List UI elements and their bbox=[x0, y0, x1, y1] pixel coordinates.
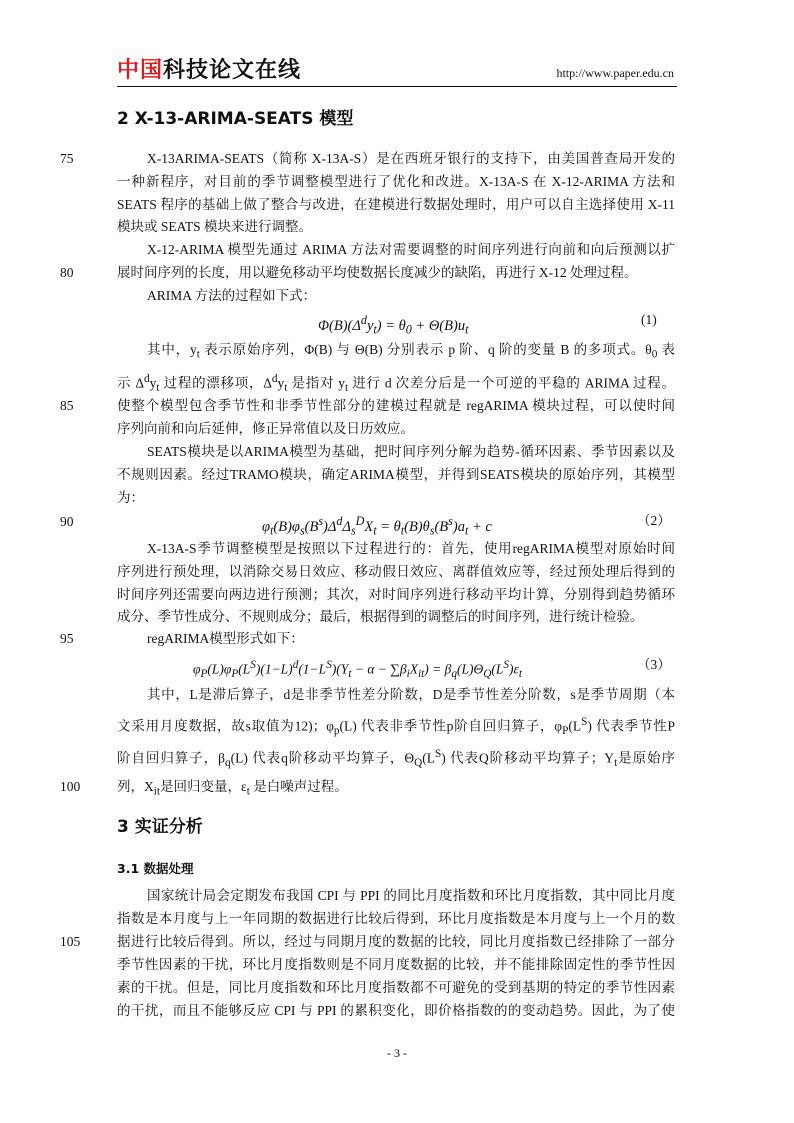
text-line: 其中，$y_t$ 表示原始序列，Φ(B) 与 Θ(B) 分别表示 p 阶、q 阶的变量 B 的多项式。$\theta_0$ 表 bbox=[147, 342, 676, 361]
text-line: 国家统计局会定期发布我国 CPI 与 PPI 的同比月度指数和环比月度指数，其中同比月度 bbox=[147, 888, 675, 903]
text-line: SEATS模块是以ARIMA模型为基础，把时间序列分解为趋势-循环因素、季节因素以及 bbox=[147, 444, 675, 459]
line-number: 75 bbox=[60, 151, 74, 166]
text-line: X-13ARIMA-SEATS（简称 X-13A-S）是在西班牙银行的支持下，由美国普查局开发的 bbox=[147, 151, 675, 166]
line-number: 80 bbox=[60, 265, 74, 280]
text-line: 成分、季节性成分、不规则成分；最后，根据得到的调整后的时间序列，进行统计检验。 bbox=[117, 609, 644, 624]
text-line: 模块或 SEATS 模块来进行调整。 bbox=[117, 219, 313, 234]
header-url[interactable]: http://www.paper.edu.cn bbox=[556, 66, 674, 80]
text-line: 阶自回归算子，$\beta_q(L)$ 代表q阶移动平均算子，$\Theta_Q(L^S)$ 代表Q阶移动平均算子；$Y_t$是原始序 bbox=[117, 748, 675, 770]
text-line: 季节性因素的干扰，环比月度指数则是不同月度数据的比较，并不能排除固定性的季节性因 bbox=[117, 957, 675, 972]
equation-2-number: （2） bbox=[637, 513, 671, 528]
section-2-heading: 2 X-13-ARIMA-SEATS 模型 bbox=[117, 109, 354, 129]
line-number: 100 bbox=[60, 779, 81, 794]
equation-1: $\Phi(B)(\Delta^dy_t) = \theta_0 + \Theta(B)u_t$ bbox=[318, 313, 469, 337]
text-line: 据进行比较后得到。所以，经过与同期月度的数据的比较，同比月度指数已经排除了一部分 bbox=[117, 934, 675, 949]
text-line: SEATS 程序的基础上做了整合与改进，在建模进行数据处理时，用户可以自主选择使用 X-11 bbox=[117, 197, 675, 212]
text-line: 文采用月度数据，故s取值为12)；$\varphi_p(L)$ 代表非季节性p阶自回归算子，$\varphi_P(L^S)$ 代表季节性P bbox=[117, 716, 676, 738]
text-line: 时间序列还需要向两边进行预测；其次，对时间序列进行移动平均计算，分别得到趋势循环 bbox=[117, 587, 675, 602]
text-line: 的干扰，而且不能够反应 CPI 与 PPI 的累积变化，即价格指数的的变动趋势。因此，为了使 bbox=[117, 1003, 675, 1018]
text-line: regARIMA模型形式如下： bbox=[147, 631, 304, 646]
line-number: 90 bbox=[60, 514, 74, 529]
equation-2: $\varphi_t(B)\varphi_s(B^s)\Delta^d\Delta_s^DX_t = \theta_t(B)\theta_s(B^s)a_t + c$ bbox=[262, 514, 492, 538]
text-line: 序列进行预处理，以消除交易日效应、移动假日效应、离群值效应等，经过预处理后得到的 bbox=[117, 564, 675, 579]
page-number: - 3 - bbox=[387, 1046, 407, 1060]
line-number: 105 bbox=[60, 934, 81, 949]
subsection-3-1-heading: 3.1 数据处理 bbox=[117, 861, 194, 876]
text-line: 序列向前和向后延伸，修正异常值以及日历效应。 bbox=[117, 421, 414, 436]
text-line: 使整个模型包含季节性和非季节性部分的建模过程就是 regARIMA 模块过程，可以使时间 bbox=[117, 398, 675, 413]
journal-logo bbox=[117, 58, 301, 84]
text-line: X-12-ARIMA 模型先通过 ARIMA 方法对需要调整的时间序列进行向前和向后预测以扩 bbox=[147, 242, 675, 257]
line-number: 95 bbox=[60, 631, 74, 646]
text-line: 素的干扰。但是，同比月度指数和环比月度指数都不可避免的受到基期的特定的季节性因素 bbox=[117, 980, 675, 995]
header-divider bbox=[117, 86, 677, 87]
text-line: 其中，L是滞后算子，d是非季节性差分阶数，D是季节性差分阶数，s是季节周期（本 bbox=[147, 687, 675, 702]
logo-red-text: 中国 bbox=[117, 58, 164, 83]
text-line: 列，$X_{it}$是回归变量，$\varepsilon_t$ 是白噪声过程。 bbox=[117, 779, 348, 798]
equation-3: $\varphi_P(L)\varphi_P(L^S)(1-L)^d(1-L^S)(Y_t - \alpha - \sum\beta_iX_{it}) = \beta_q(L)\Theta_Q(L^S)\varepsilon_t$ bbox=[193, 659, 522, 681]
equation-3-number: （3） bbox=[637, 657, 671, 672]
text-line: 为： bbox=[117, 490, 144, 505]
equation-1-number: (1) bbox=[641, 312, 657, 327]
text-line: 指数是本月度与上一年同期的数据进行比较后得到，环比月度指数是本月度与上一个月的数 bbox=[117, 911, 675, 926]
text-line: X-13A-S季节调整模型是按照以下过程进行的：首先，使用regARIMA模型对原始时间 bbox=[147, 541, 675, 556]
text-line: 不规则因素。经过TRAMO模块，确定ARIMA模型，并得到SEATS模块的原始序列，其模型 bbox=[117, 467, 675, 482]
text-line: ARIMA 方法的过程如下式： bbox=[147, 288, 317, 303]
text-line: 一种新程序，对目前的季节调整模型进行了优化和改进。X-13A-S 在 X-12-ARIMA 方法和 bbox=[117, 174, 675, 189]
logo-black-text: 科技论文在线 bbox=[163, 58, 302, 83]
line-number: 85 bbox=[60, 398, 74, 413]
section-3-heading: 3 实证分析 bbox=[117, 817, 203, 837]
text-line: 展时间序列的长度，用以避免移动平均使数据长度减少的缺陷，再进行 X-12 处理过程。 bbox=[117, 265, 638, 280]
text-line: 示 $\Delta^dy_t$ 过程的漂移项，$\Delta^dy_t$ 是指对 $y_t$ 进行 d 次差分后是一个可逆的平稳的 ARIMA 过程。 bbox=[117, 373, 675, 395]
